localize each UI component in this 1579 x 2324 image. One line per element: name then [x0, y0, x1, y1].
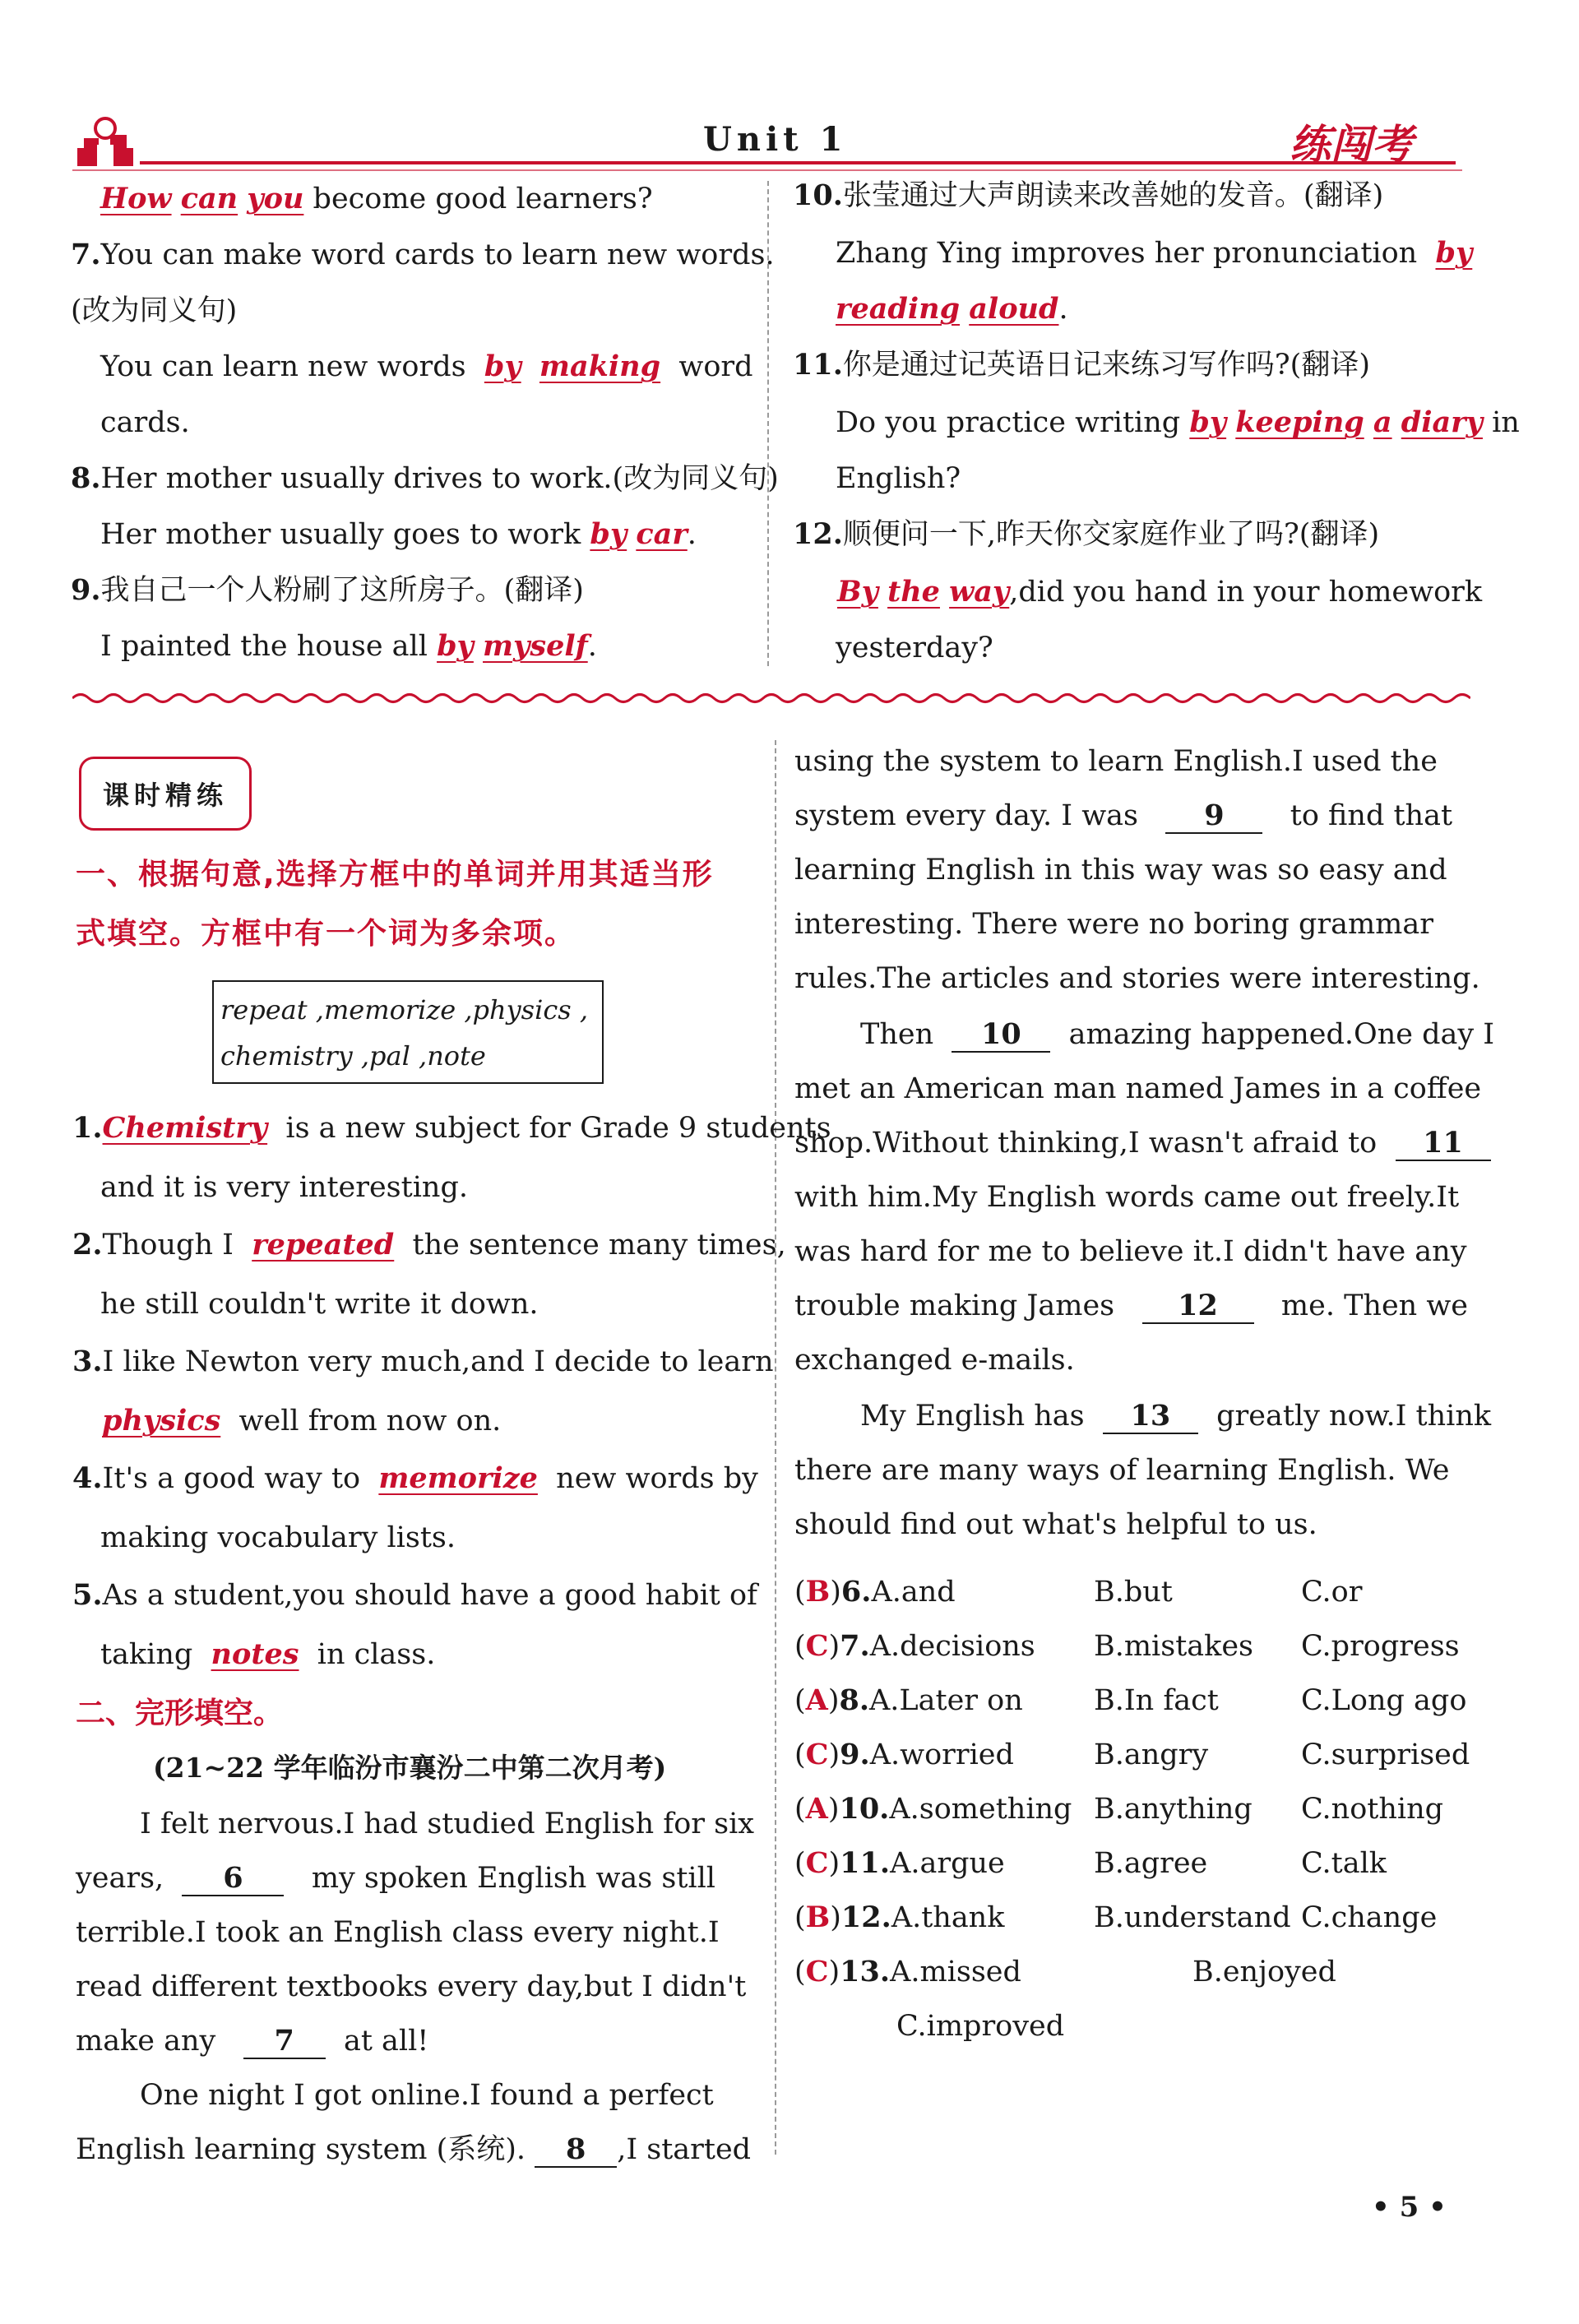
option-row-7: (C)7.A.decisions: [794, 1629, 1035, 1663]
option-7-c: C.progress: [1301, 1630, 1460, 1663]
s1-item-1: 1.Chemistry is a new subject for Grade 9 students: [72, 1111, 831, 1145]
option-7-b: B.mistakes: [1094, 1630, 1254, 1663]
option-12-c: C.change: [1301, 1901, 1438, 1934]
s1-item-2: 2.Though I repeated the sentence many times,: [72, 1228, 786, 1262]
question-7-instruction: (改为同义句): [71, 294, 238, 327]
header-rule-thin: [72, 169, 1462, 171]
cloze-r2-line6: trouble making James 12 me. Then we: [794, 1289, 1469, 1322]
cloze-r1-line4: interesting. There were no boring grammar: [794, 908, 1433, 941]
question-11-answer-cont: English?: [836, 462, 961, 495]
cloze-r3-line3: should find out what's helpful to us.: [794, 1508, 1317, 1541]
question-8: 8.Her mother usually drives to work.(改为同义句): [71, 461, 779, 495]
cloze-r2-line5: was hard for me to believe it.I didn't have any: [794, 1235, 1467, 1268]
cloze-r3-line2: there are many ways of learning English. We: [794, 1454, 1450, 1487]
cloze-r1-line2: system every day. I was 9 to find that: [794, 799, 1453, 832]
option-13-c: C.improved: [896, 2010, 1065, 2043]
cloze-r1-line5: rules.The articles and stories were interesting.: [794, 962, 1480, 995]
top-left-line-0: How can you become good learners?: [100, 182, 653, 215]
question-12-answer: By the way,did you hand in your homework: [837, 575, 1483, 609]
option-row-8: (A)8.A.Later on: [794, 1683, 1023, 1717]
option-9-c: C.surprised: [1301, 1738, 1470, 1771]
option-12-b: B.understand: [1094, 1901, 1291, 1934]
option-row-13: (C)13.A.missed: [794, 1955, 1021, 1988]
question-10-answer-cont: reading aloud.: [836, 292, 1068, 326]
option-8-c: C.Long ago: [1301, 1684, 1467, 1717]
option-6-b: B.but: [1094, 1576, 1173, 1609]
s1-item-4: 4.It's a good way to memorize new words by: [72, 1461, 758, 1495]
blank-11[interactable]: 11: [1396, 1127, 1491, 1161]
section2-title: 二、完形填空。: [76, 1697, 284, 1730]
option-13-b: B.enjoyed: [1192, 1956, 1336, 1988]
word-box-line2: chemistry ,pal ,note: [220, 1040, 486, 1072]
cloze-r1-line3: learning English in this way was so easy and: [794, 854, 1447, 887]
unit-title: Unit 1: [703, 120, 848, 159]
blank-12[interactable]: 12: [1142, 1289, 1254, 1324]
section1-title-line1: 一、根据句意,选择方框中的单词并用其适当形: [76, 858, 714, 891]
section1-title-line2: 式填空。方框中有一个词为多余项。: [76, 917, 576, 951]
question-11: 11.你是通过记英语日记来练习写作吗?(翻译): [793, 348, 1370, 382]
cloze-p2-line1: One night I got online.I found a perfect: [140, 2079, 714, 2112]
s1-item-3: 3.I like Newton very much,and I decide to learn: [72, 1345, 774, 1378]
cloze-p1-line2: years, 6 my spoken English was still: [76, 1861, 715, 1895]
question-10: 10.张莹通过大声朗读来改善她的发音。(翻译): [793, 178, 1384, 212]
header-rule: [140, 161, 1456, 164]
s1-item-1-cont: and it is very interesting.: [100, 1171, 468, 1204]
blank-13[interactable]: 13: [1103, 1400, 1198, 1434]
option-10-b: B.anything: [1094, 1793, 1253, 1826]
s1-item-5: 5.As a student,you should have a good habit of: [72, 1578, 757, 1612]
cloze-r2-line3: shop.Without thinking,I wasn't afraid to 11: [794, 1123, 1491, 1163]
cloze-p1-line3: terrible.I took an English class every night.I: [76, 1916, 720, 1949]
brand-logo: 练闯考: [1290, 121, 1413, 169]
question-7: 7.You can make word cards to learn new words.: [71, 238, 775, 271]
decorative-divider: [72, 691, 1470, 706]
s1-item-5-cont: taking notes in class.: [100, 1637, 436, 1671]
page-number: • 5 •: [1372, 2191, 1447, 2224]
option-8-b: B.In fact: [1094, 1684, 1219, 1717]
cloze-r1-line1: using the system to learn English.I used the: [794, 745, 1438, 778]
option-11-c: C.talk: [1301, 1847, 1387, 1880]
cloze-r2-line7: exchanged e-mails.: [794, 1344, 1075, 1377]
blank-9[interactable]: 9: [1165, 799, 1262, 834]
option-row-9: (C)9.A.worried: [794, 1738, 1014, 1771]
cloze-p1-line5: make any 7 at all!: [76, 2024, 429, 2058]
section-badge-label: 课时精练: [102, 780, 228, 811]
blank-8[interactable]: 8: [535, 2133, 617, 2168]
s1-item-2-cont: he still couldn't write it down.: [100, 1288, 539, 1321]
question-8-answer: Her mother usually goes to work by car.: [100, 517, 697, 551]
question-12: 12.顺便问一下,昨天你交家庭作业了吗?(翻译): [793, 517, 1380, 551]
blank-7[interactable]: 7: [243, 2025, 326, 2059]
question-12-answer-cont: yesterday?: [836, 632, 993, 664]
cloze-r2-line4: with him.My English words came out freely.It: [794, 1181, 1460, 1214]
cloze-p1-line4: read different textbooks every day,but I didn't: [76, 1970, 747, 2003]
question-9-answer: I painted the house all by myself.: [100, 629, 597, 663]
cloze-r3-line1: My English has 13 greatly now.I think: [860, 1399, 1492, 1433]
option-row-10: (A)10.A.something: [794, 1792, 1072, 1826]
word-box-line1: repeat ,memorize ,physics ,: [220, 994, 589, 1025]
cloze-p1-line1: I felt nervous.I had studied English for six: [140, 1808, 755, 1840]
option-9-b: B.angry: [1094, 1738, 1209, 1771]
option-row-6: (B)6.A.and: [794, 1575, 956, 1609]
question-10-answer: Zhang Ying improves her pronunciation by: [836, 236, 1473, 270]
question-7-answer-cont: cards.: [100, 406, 190, 439]
cloze-p2-line2: English learning system (系统). 8 ,I started: [76, 2132, 752, 2166]
question-9: 9.我自己一个人粉刷了这所房子。(翻译): [71, 573, 584, 607]
blank-6[interactable]: 6: [182, 1862, 284, 1896]
option-row-11: (C)11.A.argue: [794, 1846, 1005, 1880]
word-box: [212, 980, 604, 1084]
s1-item-3-cont: physics well from now on.: [102, 1404, 502, 1437]
column-divider-bottom: [775, 740, 776, 2155]
question-11-answer: Do you practice writing by keeping a diary in: [836, 405, 1520, 439]
option-row-12: (B)12.A.thank: [794, 1900, 1005, 1934]
header-logo-icon: [72, 115, 138, 169]
section2-source: (21~22 学年临汾市襄汾二中第二次月考): [153, 1752, 667, 1784]
s1-item-4-cont: making vocabulary lists.: [100, 1521, 456, 1554]
cloze-r2-line2: met an American man named James in a coffee: [794, 1072, 1482, 1105]
blank-10[interactable]: 10: [952, 1018, 1050, 1053]
option-11-b: B.agree: [1094, 1847, 1208, 1880]
option-6-c: C.or: [1301, 1576, 1363, 1609]
question-7-answer: You can learn new words by making word: [100, 350, 753, 383]
section-badge: [79, 757, 252, 831]
cloze-r2-line1: Then 10 amazing happened.One day I: [860, 1017, 1495, 1051]
option-10-c: C.nothing: [1301, 1793, 1444, 1826]
